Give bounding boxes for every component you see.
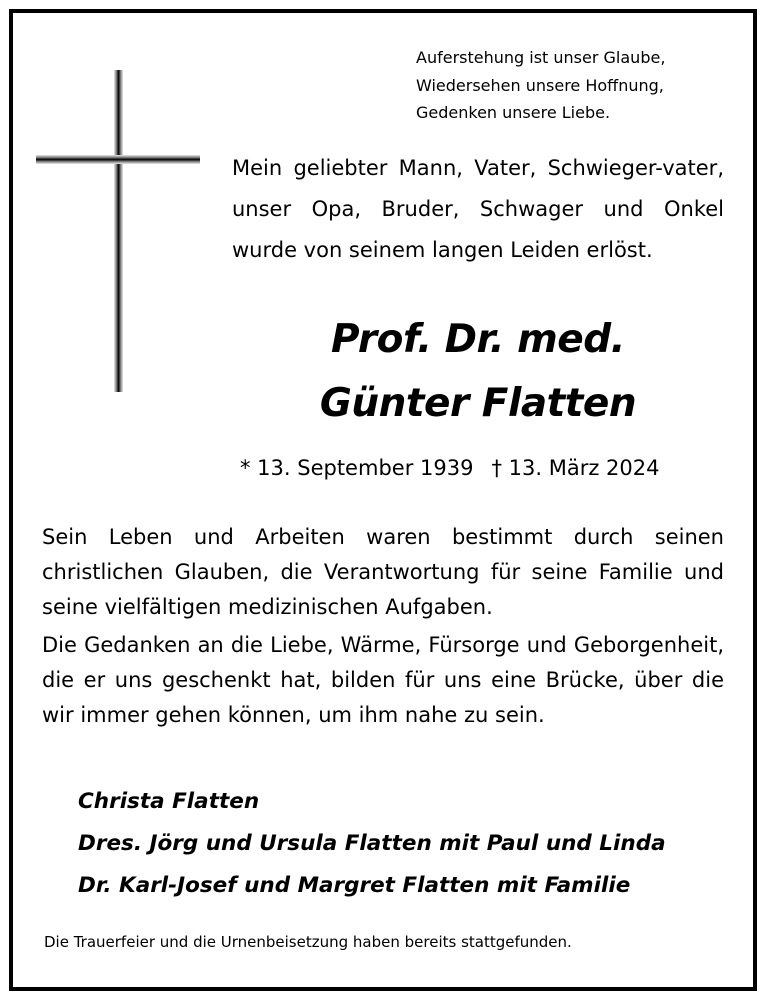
deceased-title: Prof. Dr. med. <box>331 317 625 362</box>
paragraph: Sein Leben und Arbeiten waren bestimmt durch seinen christlichen Glauben, die Verantwortung für seine Familie und seine vielfältigen medizinischen Aufgaben. <box>42 525 724 619</box>
mourner-name: Dr. Karl-Josef und Margret Flatten mit Familie <box>78 873 631 898</box>
life-dates <box>240 453 730 483</box>
quote-line: Auferstehung ist unser Glaube, <box>416 48 666 67</box>
birth-date: * 13. September 1939 <box>240 456 474 480</box>
cross-icon <box>114 70 123 392</box>
cross-icon-bar <box>36 155 200 164</box>
mourner-name: Dres. Jörg und Ursula Flatten mit Paul und Linda <box>78 831 666 856</box>
intro-text: Mein geliebter Mann, Vater, Schwieger-vater, unser Opa, Bruder, Schwager und Onkel wurde von seinem langen Leiden erlöst. <box>232 156 724 262</box>
quote-line: Gedenken unsere Liebe. <box>416 103 611 122</box>
quote <box>416 44 736 127</box>
deceased-name: Günter Flatten <box>319 381 637 426</box>
mourner-name: Christa Flatten <box>78 789 260 814</box>
paragraph: Die Gedanken an die Liebe, Wärme, Fürsorge und Geborgenheit, die er uns geschenkt hat, bilden für uns eine Brücke, über die wir immer gehen können, um ihm nahe zu sein. <box>42 633 724 727</box>
footer-note: Die Trauerfeier und die Urnenbeisetzung haben bereits stattgefunden. <box>44 933 572 951</box>
death-date: † 13. März 2024 <box>491 456 660 480</box>
quote-line: Wiedersehen unsere Hoffnung, <box>416 75 664 95</box>
